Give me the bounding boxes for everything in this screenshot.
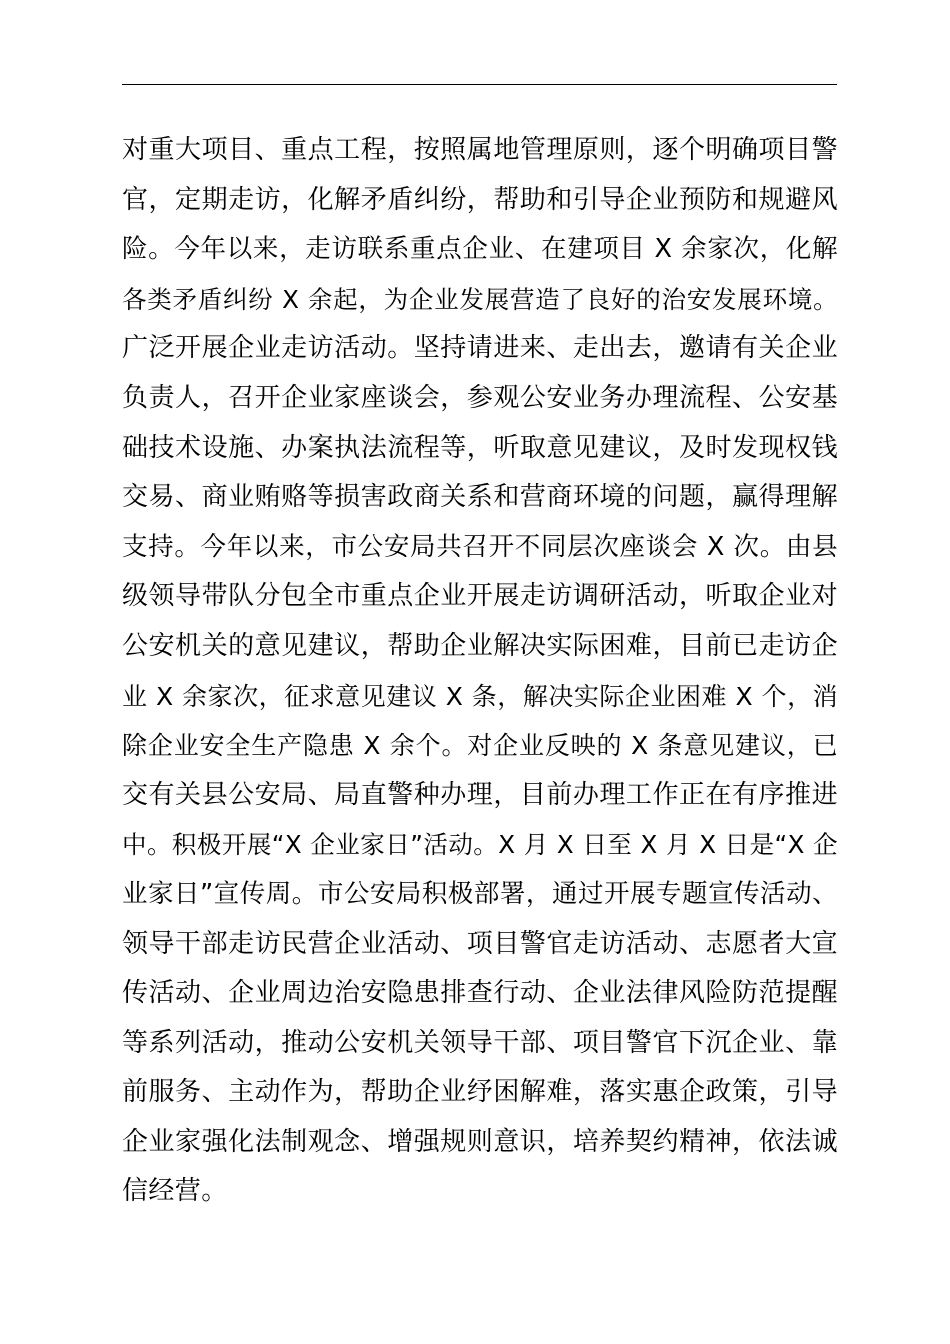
text-line: 中。积极开展“X 企业家日”活动。X 月 X 日至 X 月 X 日是“X 企 (122, 830, 838, 860)
body-text (122, 126, 838, 1217)
text-line: 负责人，召开企业家座谈会，参观公安业务办理流程、公安基 (122, 382, 838, 413)
text-line: 信经营。 (122, 1176, 228, 1207)
text-line: 传活动、企业周边治安隐患排查行动、企业法律风险防范提醒 (122, 978, 838, 1009)
text-line: 前服务、主动作为，帮助企业纾困解难，落实惠企政策，引导 (122, 1077, 838, 1108)
text-line: 企业家强化法制观念、增强规则意识，培养契约精神，依法诚 (122, 1126, 838, 1157)
header-rule (122, 84, 837, 85)
text-line: 广泛开展企业走访活动。坚持请进来、走出去，邀请有关企业 (122, 333, 838, 364)
text-line: 交有关县公安局、局直警种办理，目前办理工作正在有序推进 (122, 779, 838, 810)
text-line: 交易、商业贿赂等损害政商关系和营商环境的问题，赢得理解 (122, 482, 838, 513)
text-line: 各类矛盾纠纷 X 余起，为企业发展营造了良好的治安发展环境。 (122, 284, 838, 314)
text-line: 公安机关的意见建议，帮助企业解决实际困难，目前已走访企 (122, 630, 838, 661)
text-line: 础技术设施、办案执法流程等，听取意见建议，及时发现权钱 (122, 432, 838, 463)
text-line: 支持。今年以来，市公安局共召开不同层次座谈会 X 次。由县 (122, 531, 838, 562)
text-line: 等系列活动，推动公安机关领导干部、项目警官下沉企业、靠 (122, 1027, 838, 1058)
text-line: 业 X 余家次，征求意见建议 X 条，解决实际企业困难 X 个，消 (122, 681, 838, 711)
text-line: 级领导带队分包全市重点企业开展走访调研活动，听取企业对 (122, 581, 838, 612)
text-line: 险。今年以来，走访联系重点企业、在建项目 X 余家次，化解 (122, 234, 838, 265)
text-line: 业家日”宣传周。市公安局积极部署，通过开展专题宣传活动、 (122, 878, 838, 909)
text-line: 对重大项目、重点工程，按照属地管理原则，逐个明确项目警 (122, 135, 838, 165)
text-line: 官，定期走访，化解矛盾纠纷，帮助和引导企业预防和规避风 (122, 184, 838, 215)
text-line: 领导干部走访民营企业活动、项目警官走访活动、志愿者大宣 (122, 928, 838, 959)
text-line: 除企业安全生产隐患 X 余个。对企业反映的 X 条意见建议，已 (122, 731, 838, 761)
